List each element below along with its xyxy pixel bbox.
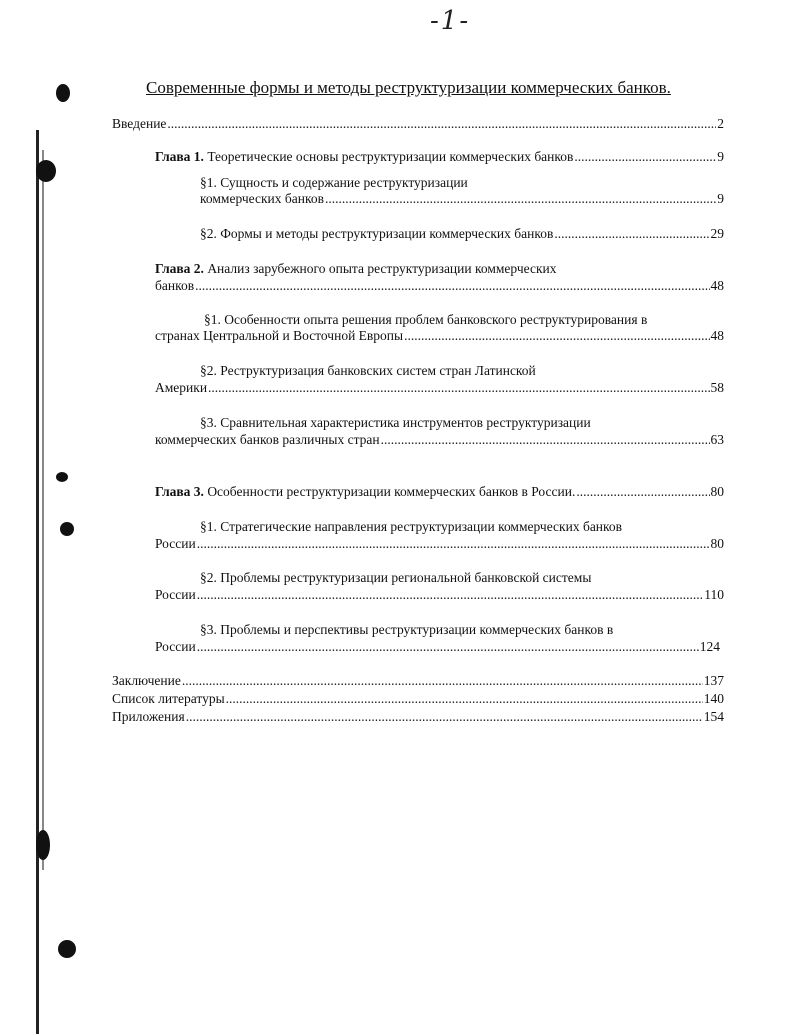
leader-dots — [325, 190, 716, 207]
ink-blot — [36, 830, 50, 860]
toc-entry-2-3 — [155, 431, 724, 448]
toc-label: странах Центральной и Восточной Европы — [155, 328, 404, 343]
chapter-label: Глава 2. — [155, 261, 204, 276]
leader-dots — [167, 115, 716, 132]
binding-shadow-secondary — [42, 150, 44, 870]
chapter-label: Глава 3. — [155, 484, 204, 499]
toc-entry-3-3-line1: §3. Проблемы и перспективы реструктуризации коммерческих банков в — [200, 622, 614, 637]
toc-label: России — [155, 639, 196, 654]
toc-entry-1-1-line1: §1. Сущность и содержание реструктуризации — [200, 175, 468, 190]
toc-page: 80 — [710, 484, 724, 499]
binding-shadow — [36, 130, 39, 1034]
toc-entry-2-3-line1: §3. Сравнительная характеристика инструментов реструктуризации — [200, 415, 591, 430]
toc-entry-2-2-line1: §2. Реструктуризация банковских систем стран Латинской — [200, 363, 536, 378]
toc-label: коммерческих банков различных стран — [155, 432, 380, 447]
chapter-label: Глава 1. — [155, 149, 204, 164]
toc-page: 48 — [710, 328, 724, 343]
toc-label: Теоретические основы реструктуризации коммерческих банков — [207, 149, 574, 164]
toc-entry-chapter-3 — [155, 483, 724, 500]
toc-entry-2-2 — [155, 379, 724, 396]
toc-entry-chapter-2-line1 — [155, 260, 556, 277]
toc-page: 80 — [710, 536, 724, 551]
toc-label: банков — [155, 278, 195, 293]
leader-dots — [182, 672, 703, 689]
leader-dots — [208, 379, 709, 396]
leader-dots — [226, 690, 703, 707]
ink-blot — [60, 522, 74, 536]
toc-entry-3-2-line1: §2. Проблемы реструктуризации региональной банковской системы — [200, 570, 592, 585]
leader-dots — [186, 708, 703, 725]
ink-blot — [56, 472, 68, 482]
toc-label: России — [155, 587, 196, 602]
leader-dots — [197, 586, 704, 603]
toc-page: 140 — [703, 691, 724, 706]
ink-blot — [36, 160, 56, 182]
toc-entry-1-1 — [200, 190, 724, 207]
toc-page: 137 — [703, 673, 724, 688]
toc-label: §2. Формы и методы реструктуризации коммерческих банков — [200, 226, 554, 241]
leader-dots — [404, 327, 709, 344]
toc-label: Америки — [155, 380, 208, 395]
leader-dots — [195, 277, 709, 294]
toc-page: 29 — [710, 226, 724, 241]
page-number: -1- — [430, 6, 471, 36]
toc-page: 58 — [710, 380, 724, 395]
toc-entry-intro — [112, 115, 724, 132]
ink-blot — [58, 940, 76, 958]
toc-label: Особенности реструктуризации коммерческих банков в России. — [207, 484, 576, 499]
leader-dots — [197, 638, 699, 655]
toc-label: Введение — [112, 116, 167, 131]
toc-entry-2-1 — [155, 327, 724, 344]
toc-page: 9 — [717, 191, 724, 206]
toc-label: Список литературы — [112, 691, 225, 706]
document-title: Современные формы и методы реструктуризации коммерческих банков. — [146, 78, 671, 97]
toc-entry-literature — [112, 690, 724, 707]
toc-entry-2-1-line1: §1. Особенности опыта решения проблем банковского реструктурирования в — [204, 312, 648, 327]
leader-dots — [381, 431, 710, 448]
toc-label: коммерческих банков — [200, 191, 324, 206]
toc-page: 2 — [717, 116, 724, 131]
toc-entry-appendix — [112, 708, 724, 725]
toc-page: 48 — [710, 278, 724, 293]
toc-entry-conclusion — [112, 672, 724, 689]
ink-blot — [56, 84, 70, 102]
toc-label: Анализ зарубежного опыта реструктуризации коммерческих — [207, 261, 557, 276]
leader-dots — [574, 148, 716, 165]
toc-page: 124 — [699, 639, 720, 654]
toc-entry-1-2 — [200, 225, 724, 242]
leader-dots — [576, 483, 709, 500]
toc-page: 63 — [710, 432, 724, 447]
toc-entry-chapter-2 — [155, 277, 724, 294]
toc-label: Приложения — [112, 709, 185, 724]
toc-entry-3-1 — [155, 535, 724, 552]
toc-page: 154 — [703, 709, 724, 724]
toc-page: 9 — [717, 149, 724, 164]
toc-entry-3-3 — [155, 638, 720, 655]
toc-label: Заключение — [112, 673, 181, 688]
toc-page: 110 — [704, 587, 724, 602]
toc-entry-chapter-1 — [155, 148, 724, 165]
leader-dots — [197, 535, 710, 552]
toc-entry-3-1-line1: §1. Стратегические направления реструктуризации коммерческих банков — [200, 519, 623, 534]
toc-entry-3-2 — [155, 586, 724, 603]
toc-label: России — [155, 536, 196, 551]
leader-dots — [554, 225, 709, 242]
